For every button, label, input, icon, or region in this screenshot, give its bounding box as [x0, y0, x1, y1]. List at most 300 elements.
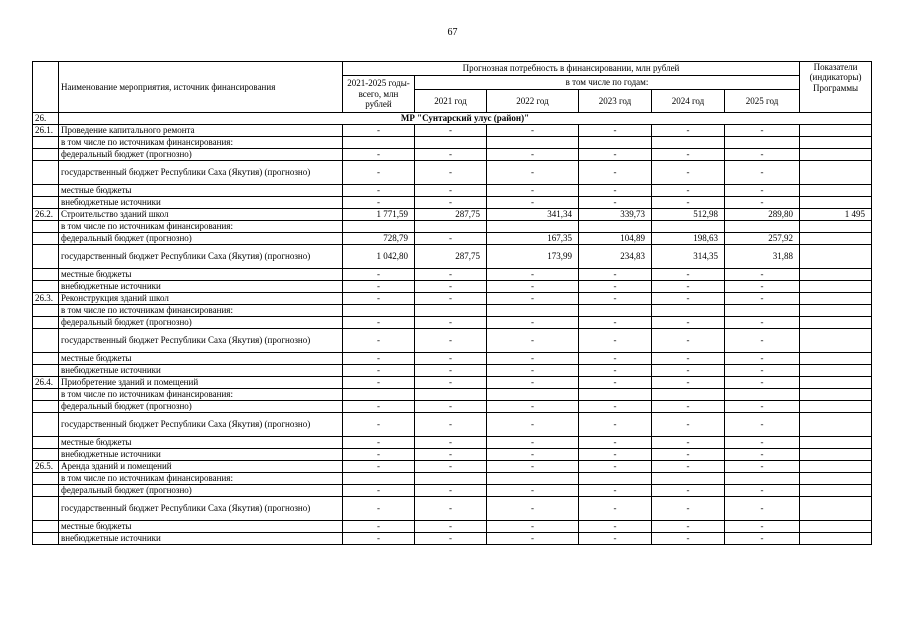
cell-indicator: [800, 521, 872, 533]
cell-indicator: [800, 461, 872, 473]
cell-indicator: [800, 197, 872, 209]
cell-y2025: -: [725, 161, 800, 185]
table-row: [33, 185, 872, 197]
cell-total: -: [343, 161, 415, 185]
cell-y2021: -: [415, 437, 487, 449]
cell-y2023: -: [579, 461, 652, 473]
cell-y2022: [487, 305, 579, 317]
table-row: [33, 353, 872, 365]
cell-indicator: [800, 269, 872, 281]
row-name: в том числе по источникам финансирования:: [59, 389, 343, 401]
cell-y2024: 198,63: [652, 233, 725, 245]
table-row: [33, 209, 872, 221]
row-name: местные бюджеты: [59, 353, 343, 365]
table-row: [33, 389, 872, 401]
table-row: [33, 305, 872, 317]
cell-indicator: [800, 473, 872, 485]
row-num: [33, 521, 59, 533]
row-num: [33, 449, 59, 461]
cell-y2022: -: [487, 197, 579, 209]
cell-y2021: -: [415, 125, 487, 137]
cell-y2024: -: [652, 413, 725, 437]
cell-total: -: [343, 485, 415, 497]
cell-y2025: 31,88: [725, 245, 800, 269]
row-num: [33, 533, 59, 545]
cell-total: -: [343, 533, 415, 545]
cell-y2021: 287,75: [415, 209, 487, 221]
cell-total: -: [343, 149, 415, 161]
cell-y2024: -: [652, 485, 725, 497]
cell-y2022: -: [487, 269, 579, 281]
header-total: 2021-2025 годы- всего, млн рублей: [343, 76, 415, 113]
cell-indicator: [800, 149, 872, 161]
cell-total: -: [343, 281, 415, 293]
cell-y2022: [487, 137, 579, 149]
cell-total: -: [343, 449, 415, 461]
cell-total: -: [343, 377, 415, 389]
cell-y2022: -: [487, 353, 579, 365]
table-row: [33, 197, 872, 209]
row-name: местные бюджеты: [59, 437, 343, 449]
cell-y2022: [487, 389, 579, 401]
cell-indicator: [800, 497, 872, 521]
cell-y2023: -: [579, 401, 652, 413]
table-row: [33, 461, 872, 473]
cell-indicator: [800, 377, 872, 389]
row-name: в том числе по источникам финансирования:: [59, 137, 343, 149]
cell-y2021: [415, 389, 487, 401]
cell-y2022: -: [487, 317, 579, 329]
cell-y2023: 104,89: [579, 233, 652, 245]
table-row: [33, 377, 872, 389]
cell-y2022: -: [487, 461, 579, 473]
cell-y2024: -: [652, 521, 725, 533]
table-row: [33, 329, 872, 353]
row-num: 26.2.: [33, 209, 59, 221]
cell-y2023: -: [579, 521, 652, 533]
cell-y2025: 257,92: [725, 233, 800, 245]
row-num: [33, 497, 59, 521]
row-num: 26.1.: [33, 125, 59, 137]
page-number: 67: [447, 27, 458, 38]
cell-y2023: -: [579, 449, 652, 461]
table-body: [33, 113, 872, 545]
row-num: [33, 401, 59, 413]
cell-y2021: -: [415, 449, 487, 461]
cell-y2025: -: [725, 281, 800, 293]
row-name: государственный бюджет Республики Саха (Якутия) (прогнозно): [59, 497, 343, 521]
cell-y2023: -: [579, 161, 652, 185]
cell-y2025: -: [725, 533, 800, 545]
cell-y2025: -: [725, 329, 800, 353]
cell-y2022: -: [487, 161, 579, 185]
header-year-2024: 2024 год: [652, 90, 725, 113]
cell-y2022: -: [487, 449, 579, 461]
table-row: [33, 365, 872, 377]
cell-y2025: -: [725, 413, 800, 437]
cell-y2024: -: [652, 449, 725, 461]
cell-y2022: -: [487, 329, 579, 353]
header-num: [33, 62, 59, 113]
cell-y2024: -: [652, 269, 725, 281]
row-num: [33, 281, 59, 293]
cell-y2023: -: [579, 293, 652, 305]
cell-y2024: [652, 137, 725, 149]
row-num: [33, 233, 59, 245]
cell-y2023: -: [579, 437, 652, 449]
cell-y2023: -: [579, 533, 652, 545]
cell-indicator: [800, 221, 872, 233]
cell-total: -: [343, 293, 415, 305]
cell-y2022: 173,99: [487, 245, 579, 269]
cell-indicator: [800, 353, 872, 365]
table-row: [33, 497, 872, 521]
cell-y2024: -: [652, 353, 725, 365]
cell-y2021: -: [415, 197, 487, 209]
row-name: в том числе по источникам финансирования:: [59, 305, 343, 317]
row-num: [33, 485, 59, 497]
section-row: [33, 113, 872, 125]
row-name: местные бюджеты: [59, 269, 343, 281]
table-row: [33, 269, 872, 281]
cell-y2025: -: [725, 401, 800, 413]
row-name: федеральный бюджет (прогнозно): [59, 401, 343, 413]
cell-indicator: [800, 449, 872, 461]
cell-y2023: -: [579, 497, 652, 521]
cell-indicator: [800, 533, 872, 545]
cell-y2023: -: [579, 281, 652, 293]
cell-indicator: [800, 293, 872, 305]
cell-y2022: -: [487, 281, 579, 293]
row-num: [33, 329, 59, 353]
cell-total: -: [343, 185, 415, 197]
cell-indicator: [800, 401, 872, 413]
cell-y2024: -: [652, 149, 725, 161]
row-num: 26.5.: [33, 461, 59, 473]
cell-y2021: -: [415, 353, 487, 365]
cell-indicator: [800, 125, 872, 137]
header-forecast: Прогнозная потребность в финансировании, млн рублей: [343, 62, 800, 76]
cell-total: -: [343, 521, 415, 533]
table-row: [33, 245, 872, 269]
cell-y2022: -: [487, 413, 579, 437]
cell-y2025: -: [725, 197, 800, 209]
row-name: Реконструкция зданий школ: [59, 293, 343, 305]
cell-indicator: [800, 245, 872, 269]
cell-y2021: -: [415, 485, 487, 497]
cell-total: -: [343, 413, 415, 437]
row-name: Проведение капитального ремонта: [59, 125, 343, 137]
cell-indicator: [800, 161, 872, 185]
cell-y2021: -: [415, 293, 487, 305]
cell-indicator: [800, 329, 872, 353]
cell-y2024: -: [652, 125, 725, 137]
table-row: [33, 233, 872, 245]
cell-y2024: -: [652, 401, 725, 413]
cell-y2022: -: [487, 497, 579, 521]
cell-y2022: -: [487, 125, 579, 137]
cell-y2025: -: [725, 269, 800, 281]
table-row: [33, 413, 872, 437]
row-num: [33, 413, 59, 437]
table-row: [33, 221, 872, 233]
row-num: [33, 197, 59, 209]
table-row: [33, 125, 872, 137]
cell-y2021: -: [415, 281, 487, 293]
cell-total: -: [343, 437, 415, 449]
cell-y2024: -: [652, 161, 725, 185]
cell-y2025: -: [725, 365, 800, 377]
cell-y2024: -: [652, 293, 725, 305]
cell-y2023: -: [579, 197, 652, 209]
row-name: Строительство зданий школ: [59, 209, 343, 221]
row-num: [33, 473, 59, 485]
cell-y2025: [725, 221, 800, 233]
row-num: [33, 389, 59, 401]
cell-y2023: 234,83: [579, 245, 652, 269]
cell-indicator: [800, 281, 872, 293]
cell-y2022: -: [487, 293, 579, 305]
row-name: внебюджетные источники: [59, 365, 343, 377]
cell-y2023: -: [579, 149, 652, 161]
cell-total: -: [343, 269, 415, 281]
cell-y2024: 512,98: [652, 209, 725, 221]
cell-y2021: [415, 473, 487, 485]
cell-y2022: [487, 473, 579, 485]
cell-y2022: 341,34: [487, 209, 579, 221]
header-year-2025: 2025 год: [725, 90, 800, 113]
cell-y2025: -: [725, 185, 800, 197]
cell-y2023: [579, 389, 652, 401]
row-num: [33, 305, 59, 317]
cell-y2021: 287,75: [415, 245, 487, 269]
row-name: государственный бюджет Республики Саха (Якутия) (прогнозно): [59, 245, 343, 269]
cell-y2024: -: [652, 365, 725, 377]
header-name: Наименование мероприятия, источник финансирования: [59, 62, 343, 113]
cell-total: [343, 389, 415, 401]
row-name: федеральный бюджет (прогнозно): [59, 233, 343, 245]
row-num: [33, 269, 59, 281]
row-name: государственный бюджет Республики Саха (Якутия) (прогнозно): [59, 413, 343, 437]
cell-total: -: [343, 401, 415, 413]
cell-y2024: 314,35: [652, 245, 725, 269]
row-name: Приобретение зданий и помещений: [59, 377, 343, 389]
cell-y2021: -: [415, 329, 487, 353]
cell-total: -: [343, 197, 415, 209]
cell-y2021: [415, 305, 487, 317]
cell-y2022: -: [487, 185, 579, 197]
cell-indicator: [800, 317, 872, 329]
header-year-2022: 2022 год: [487, 90, 579, 113]
table-row: [33, 437, 872, 449]
cell-y2025: [725, 473, 800, 485]
cell-y2022: [487, 221, 579, 233]
cell-y2021: -: [415, 401, 487, 413]
cell-y2025: -: [725, 125, 800, 137]
cell-indicator: [800, 365, 872, 377]
cell-y2023: [579, 473, 652, 485]
table-row: [33, 293, 872, 305]
cell-indicator: [800, 305, 872, 317]
cell-total: [343, 137, 415, 149]
cell-total: [343, 473, 415, 485]
section-title: МР "Сунтарский улус (район)": [59, 113, 872, 125]
table-row: [33, 401, 872, 413]
table-row: [33, 317, 872, 329]
cell-indicator: [800, 437, 872, 449]
cell-total: -: [343, 125, 415, 137]
cell-y2023: 339,73: [579, 209, 652, 221]
row-name: местные бюджеты: [59, 521, 343, 533]
cell-indicator: [800, 137, 872, 149]
row-name: в том числе по источникам финансирования:: [59, 473, 343, 485]
cell-y2025: [725, 389, 800, 401]
cell-y2023: -: [579, 269, 652, 281]
row-num: [33, 185, 59, 197]
cell-total: 728,79: [343, 233, 415, 245]
table-row: [33, 137, 872, 149]
table-row: [33, 281, 872, 293]
cell-y2021: -: [415, 365, 487, 377]
cell-y2023: -: [579, 329, 652, 353]
row-num: [33, 161, 59, 185]
cell-y2024: -: [652, 461, 725, 473]
cell-y2023: [579, 137, 652, 149]
cell-y2022: -: [487, 365, 579, 377]
row-num: 26.3.: [33, 293, 59, 305]
cell-indicator: [800, 413, 872, 437]
cell-total: -: [343, 365, 415, 377]
row-num: [33, 245, 59, 269]
cell-indicator: [800, 389, 872, 401]
cell-y2022: 167,35: [487, 233, 579, 245]
cell-y2024: -: [652, 533, 725, 545]
cell-y2024: [652, 305, 725, 317]
cell-y2024: -: [652, 317, 725, 329]
row-name: государственный бюджет Республики Саха (Якутия) (прогнозно): [59, 161, 343, 185]
cell-y2023: -: [579, 365, 652, 377]
cell-y2021: [415, 137, 487, 149]
cell-indicator: 1 495: [800, 209, 872, 221]
header-including: в том числе по годам:: [415, 76, 800, 90]
table-row: [33, 485, 872, 497]
row-name: внебюджетные источники: [59, 197, 343, 209]
row-num: 26.4.: [33, 377, 59, 389]
cell-indicator: [800, 485, 872, 497]
table-row: [33, 161, 872, 185]
cell-indicator: [800, 185, 872, 197]
financing-table: [32, 61, 872, 545]
cell-y2025: -: [725, 149, 800, 161]
row-num: [33, 137, 59, 149]
row-num: [33, 149, 59, 161]
cell-y2025: -: [725, 377, 800, 389]
cell-y2023: -: [579, 125, 652, 137]
cell-y2022: -: [487, 149, 579, 161]
cell-y2025: -: [725, 353, 800, 365]
cell-y2022: -: [487, 521, 579, 533]
cell-total: -: [343, 461, 415, 473]
cell-y2022: -: [487, 437, 579, 449]
cell-y2023: -: [579, 353, 652, 365]
cell-y2021: -: [415, 185, 487, 197]
cell-total: -: [343, 353, 415, 365]
cell-y2021: -: [415, 377, 487, 389]
cell-y2025: [725, 305, 800, 317]
cell-y2021: [415, 221, 487, 233]
cell-y2025: -: [725, 437, 800, 449]
cell-y2023: -: [579, 413, 652, 437]
cell-y2021: -: [415, 533, 487, 545]
cell-y2025: -: [725, 485, 800, 497]
cell-y2025: [725, 137, 800, 149]
cell-y2023: -: [579, 377, 652, 389]
cell-y2025: -: [725, 497, 800, 521]
cell-y2024: [652, 389, 725, 401]
cell-y2025: -: [725, 293, 800, 305]
cell-y2022: -: [487, 485, 579, 497]
table-row: [33, 449, 872, 461]
cell-y2021: -: [415, 413, 487, 437]
cell-y2024: [652, 473, 725, 485]
row-name: Аренда зданий и помещений: [59, 461, 343, 473]
row-name: внебюджетные источники: [59, 449, 343, 461]
row-name: государственный бюджет Республики Саха (Якутия) (прогнозно): [59, 329, 343, 353]
cell-y2025: 289,80: [725, 209, 800, 221]
row-num: [33, 437, 59, 449]
cell-total: -: [343, 329, 415, 353]
row-num: [33, 221, 59, 233]
cell-y2021: -: [415, 149, 487, 161]
cell-y2024: -: [652, 377, 725, 389]
cell-y2023: [579, 305, 652, 317]
header-year-2021: 2021 год: [415, 90, 487, 113]
cell-y2021: -: [415, 317, 487, 329]
cell-y2024: [652, 221, 725, 233]
cell-y2025: -: [725, 449, 800, 461]
cell-y2025: -: [725, 317, 800, 329]
cell-y2022: -: [487, 377, 579, 389]
row-name: внебюджетные источники: [59, 281, 343, 293]
cell-y2024: -: [652, 185, 725, 197]
row-num: [33, 365, 59, 377]
cell-y2021: -: [415, 521, 487, 533]
cell-y2024: -: [652, 197, 725, 209]
row-num: [33, 353, 59, 365]
cell-y2022: -: [487, 533, 579, 545]
cell-y2024: -: [652, 281, 725, 293]
cell-y2021: -: [415, 461, 487, 473]
cell-y2023: [579, 221, 652, 233]
cell-total: -: [343, 317, 415, 329]
table-row: [33, 149, 872, 161]
cell-y2021: -: [415, 269, 487, 281]
row-name: в том числе по источникам финансирования:: [59, 221, 343, 233]
cell-y2024: -: [652, 437, 725, 449]
cell-y2021: -: [415, 497, 487, 521]
cell-total: 1 042,80: [343, 245, 415, 269]
cell-y2024: -: [652, 329, 725, 353]
cell-y2025: -: [725, 461, 800, 473]
cell-y2021: -: [415, 161, 487, 185]
cell-indicator: [800, 233, 872, 245]
header-indicators: Показатели (индикаторы) Программы: [800, 62, 872, 113]
cell-y2025: -: [725, 521, 800, 533]
row-name: федеральный бюджет (прогнозно): [59, 149, 343, 161]
header-year-2023: 2023 год: [579, 90, 652, 113]
cell-y2023: -: [579, 485, 652, 497]
row-name: внебюджетные источники: [59, 533, 343, 545]
